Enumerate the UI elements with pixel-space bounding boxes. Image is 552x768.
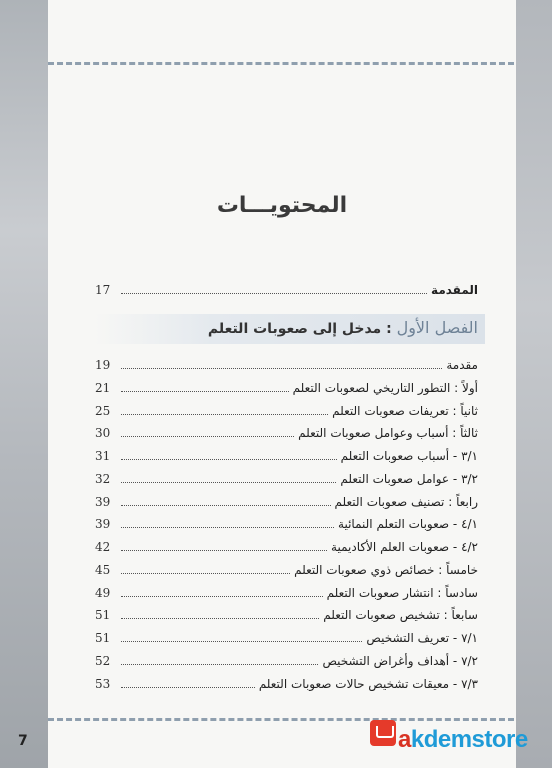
right-margin-band <box>516 0 552 768</box>
toc-entry[interactable] <box>95 561 478 579</box>
watermark-letter: a <box>398 726 411 753</box>
dot-leader <box>121 573 290 574</box>
toc-page-number: 42 <box>95 540 111 554</box>
toc-entry-text: ٣/٢ - عوامل صعوبات التعلم <box>340 472 478 486</box>
toc-entry[interactable] <box>95 584 478 602</box>
toc-entry-text: خامساً : خصائص ذوي صعوبات التعلم <box>294 563 478 577</box>
dot-leader <box>121 459 337 460</box>
dot-leader <box>121 368 442 369</box>
toc-page-number: 45 <box>95 563 111 577</box>
toc-page-number: 52 <box>95 654 111 668</box>
toc-page-number: 25 <box>95 404 111 418</box>
toc-page-number: 19 <box>95 358 111 372</box>
toc-entry-text: ٧/١ - تعريف التشخيص <box>366 631 478 645</box>
toc-entry[interactable] <box>95 652 478 670</box>
chapter-label: الفصل الأول <box>396 318 478 337</box>
watermark-rest: kdemstore <box>410 726 528 753</box>
dot-leader <box>121 527 334 528</box>
toc-entry[interactable] <box>95 379 478 397</box>
toc-entry[interactable] <box>95 402 478 420</box>
toc-page-number: 17 <box>95 283 111 297</box>
toc-entry[interactable] <box>95 629 478 647</box>
toc-entry-text: المقدمة <box>431 283 478 297</box>
dot-leader <box>121 414 328 415</box>
toc-entry[interactable] <box>95 356 478 374</box>
toc-entry-text: أولاً : التطور التاريخي لصعوبات التعلم <box>292 381 478 395</box>
toc-page-number: 51 <box>95 608 111 622</box>
shopping-bag-icon <box>370 720 396 746</box>
toc-entry-text: ٤/١ - صعوبات التعلم النمائية <box>338 517 478 531</box>
toc-entry[interactable] <box>95 470 478 488</box>
toc-entry[interactable] <box>95 606 478 624</box>
dot-leader <box>121 596 323 597</box>
toc-entry[interactable] <box>95 447 478 465</box>
dot-leader <box>121 641 362 642</box>
toc-page-number: 49 <box>95 586 111 600</box>
toc-entry-text: ٤/٢ - صعوبات العلم الأكاديمية <box>331 540 478 554</box>
toc-page-number: 32 <box>95 472 111 486</box>
toc-entry-text: ثانياً : تعريفات صعوبات التعلم <box>332 404 478 418</box>
toc-entry-text: ٣/١ - أسباب صعوبات التعلم <box>340 449 478 463</box>
toc-entry-text: سادساً : انتشار صعوبات التعلم <box>326 586 478 600</box>
page-number: 7 <box>18 733 28 749</box>
chapter-title: مدخل إلى صعوبات التعلم <box>207 321 382 337</box>
dot-leader <box>121 482 336 483</box>
toc-entry[interactable] <box>95 515 478 533</box>
page-title: المحتويـــات <box>216 193 348 218</box>
toc-entry-text: سابعاً : تشخيص صعوبات التعلم <box>323 608 478 622</box>
top-dashed-rule <box>48 62 514 65</box>
dot-leader <box>121 505 331 506</box>
toc-entry-introduction[interactable] <box>95 281 478 299</box>
toc-page-number: 39 <box>95 495 111 509</box>
toc-page-number: 30 <box>95 426 111 440</box>
toc-page-number: 51 <box>95 631 111 645</box>
toc-entry-text: مقدمة <box>446 358 478 372</box>
toc-entry-text: ٧/٢ - أهداف وأغراض التشخيص <box>322 654 478 668</box>
toc-entry[interactable] <box>95 424 478 442</box>
store-watermark <box>370 720 528 752</box>
dot-leader <box>121 618 319 619</box>
toc-entry-text: ثالثاً : أسباب وعوامل صعوبات التعلم <box>298 426 478 440</box>
dot-leader <box>121 550 327 551</box>
left-margin-band <box>0 0 48 768</box>
toc-entry-text: ٧/٣ - معيقات تشخيص حالات صعوبات التعلم <box>258 677 478 691</box>
chapter-heading <box>95 318 478 337</box>
chapter-separator: : <box>381 321 397 337</box>
toc-entry[interactable] <box>95 493 478 511</box>
toc-entry[interactable] <box>95 675 478 693</box>
toc-page-number: 31 <box>95 449 111 463</box>
dot-leader <box>121 391 289 392</box>
dot-leader <box>121 293 427 294</box>
watermark-text <box>398 728 528 752</box>
dot-leader <box>121 687 255 688</box>
dot-leader <box>121 664 318 665</box>
toc-entry[interactable] <box>95 538 478 556</box>
dot-leader <box>121 436 294 437</box>
toc-page-number: 53 <box>95 677 111 691</box>
toc-page-number: 21 <box>95 381 111 395</box>
toc-entry-text: رابعاً : تصنيف صعوبات التعلم <box>334 495 478 509</box>
toc-page-number: 39 <box>95 517 111 531</box>
